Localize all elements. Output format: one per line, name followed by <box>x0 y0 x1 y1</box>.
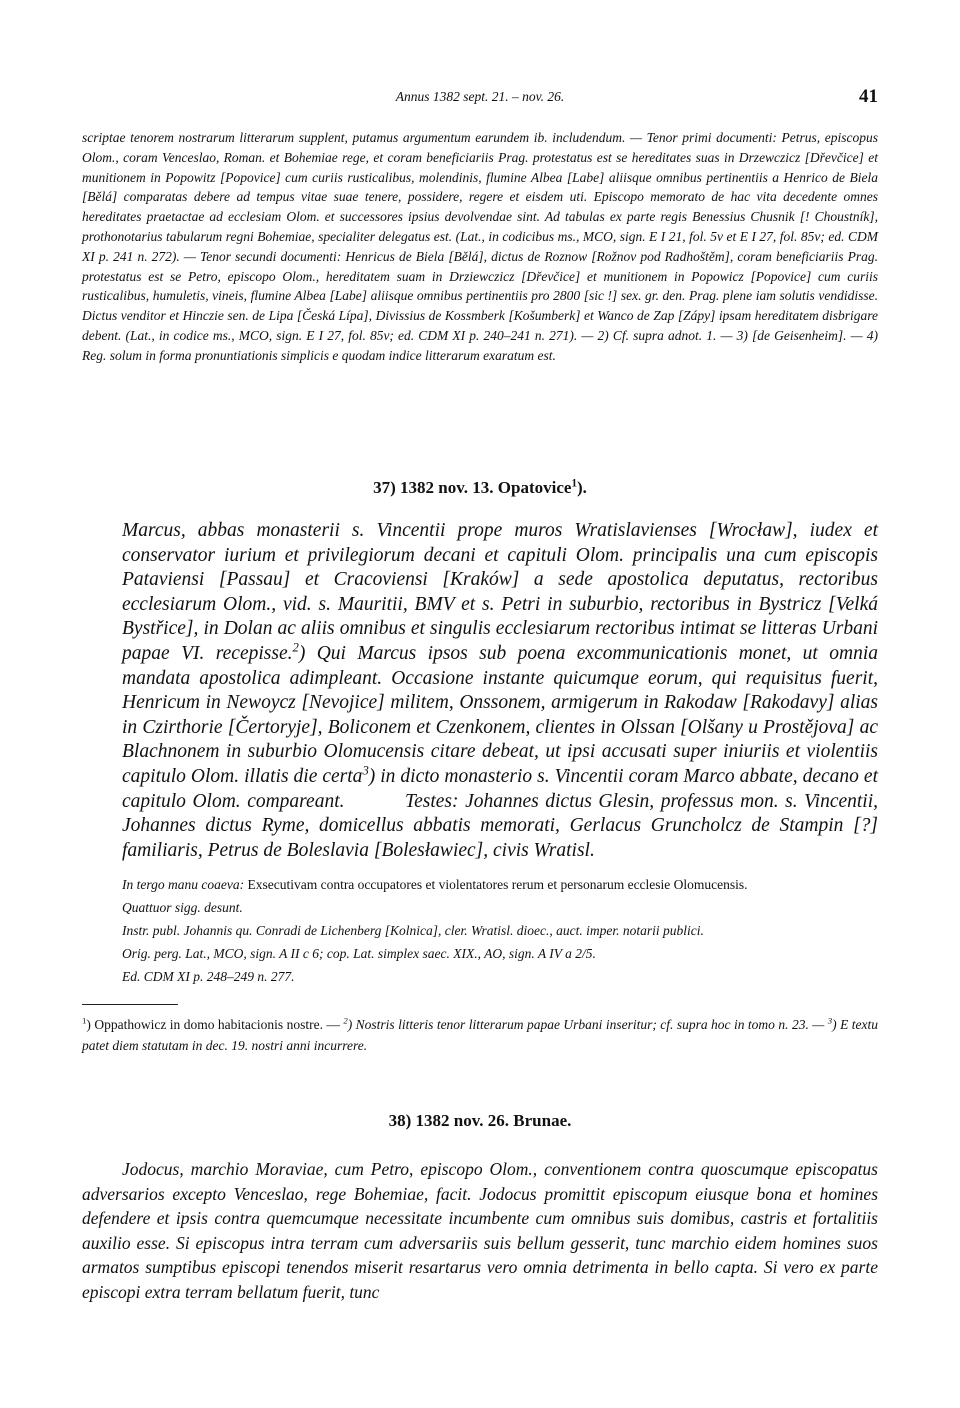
fn1-mark: 1 <box>82 1015 87 1026</box>
dorsal-text: Exsecutivam contra occupatores et violentatores rerum et personarum ecclesie Olomucensis. <box>244 877 748 892</box>
place-suffix: ). <box>576 478 587 497</box>
regest-part-a: Marcus, abbas monasterii s. Vincentii prope muros Wratislavienses [Wrocław], iudex et conservator iurium et privilegiorum decani et capituli Olom. principalis una cum episcopis Pataviensi [Passau] et Cracoviensi [Kraków] a sede apostolica deputatus, rectoribus ecclesiarum Olom., vid. s. Mauritii, BMV et s. Petri in suburbio, rectoribus in Bystricz [Velká Bystřice], in Dolan ac aliis omnibus et singulis ecclesiarum rectoribus intimat se litteras Urbani papae VI. recepisse. <box>122 520 878 664</box>
footnotes-37 <box>82 1014 878 1056</box>
regest-38: Jodocus, marchio Moraviae, cum Petro, episcopo Olom., conventionem contra quoscumque episcopatus adversarios excepto Venceslao, rege Bohemiae, facit. Jodocus promittit episcopum eiusque bona et homines defendere et ipsis contra quemcumque necessitate incumbente cum omnibus suis domibus, castris et fortalitiis auxilio esse. Si episcopus intra terram cum adversariis suis bellum gesserit, tunc marchio eidem homines suos armatos sumptibus episcopi tenendos miserit resartarus vero omnia detrimenta in bello capta. Si vero ex parte episcopi extra terram bellatum fuerit, tunc <box>82 1159 878 1302</box>
footnote-ref-1: 1 <box>571 477 577 490</box>
document-heading-38 <box>82 1111 878 1131</box>
document-heading-37 <box>82 478 878 498</box>
apparatus-37 <box>122 873 878 988</box>
document-date: 1382 nov. 26. <box>415 1111 510 1130</box>
footnote-ref-2: 2 <box>292 640 299 655</box>
fn3-mark: 3 <box>827 1015 833 1026</box>
fn2-text: ) Nostris litteris tenor litterarum papae Urbani inseritur; cf. supra hoc in tomo n. 23. — <box>347 1017 828 1032</box>
regest-part-c: ) in dicto monasterio s. Vincentii coram Marco abbate, decano et capitulo Olom. compareant. <box>122 765 878 812</box>
document-page <box>82 0 878 1408</box>
edition-note: Ed. CDM XI p. 248–249 n. 277. <box>122 969 295 984</box>
page-number: 41 <box>859 86 878 107</box>
footnote-rule <box>82 1004 178 1005</box>
fn1-text: ) Oppathowicz in domo habitacionis nostre. — <box>86 1017 344 1032</box>
fn2-mark: 2 <box>343 1015 348 1026</box>
footnote-ref-3: 3 <box>362 763 369 778</box>
regest-37 <box>122 519 878 863</box>
document-place: Brunae. <box>513 1111 572 1130</box>
testes-label: Testes: <box>405 790 459 812</box>
regest-part-b: ) Qui Marcus ipsos sub poena excommunicationis monet, ut omnia mandata apostolica adimpleant. Occasione instante quicumque eorum, qui requisitus fuerit, Henricum in Newoycz [Nevojice] militem, Onssonem, armigerum in Rakodaw [Rakodavy] alias in Czirthorie [Čertoryje], Boliconem et Czenkonem, clientes in Olssan [Olšany u Prostějova] ac Blachnonem in suburbio Olomucensis citare debeat, ut ipsi accusati super iniuriis et violentiis capitulo Olom. illatis die certa <box>122 642 878 787</box>
running-header <box>82 86 878 110</box>
dorsal-note <box>122 873 878 896</box>
original-note: Orig. perg. Lat., MCO, sign. A II c 6; cop. Lat. simplex saec. XIX., AO, sign. A IV a 2/5. <box>122 946 596 961</box>
document-date: 1382 nov. 13. <box>400 478 494 497</box>
seals-note: Quattuor sigg. desunt. <box>122 900 243 915</box>
dorsal-label: In tergo manu coaeva: <box>122 877 245 892</box>
document-number: 38) <box>388 1111 412 1130</box>
continued-notes: scriptae tenorem nostrarum litterarum supplent, putamus argumentum earundem ib. includendum. — Tenor primi documenti: Petrus, episcopus Olom., coram Venceslao, Roman. et Bohemiae rege, et coram beneficiariis Prag. protestatus est se hereditates suas in Drzewczicz [Dřevčice] et munitionem in Popowitz [Popovice] cum curiis rusticalibus, molendinis, flumine Albea [Labe] aliisque omnibus pertinentiis a Henrico de Biela [Bělá] comparatas debere ad tempus vitae suae tenere, possidere, regere et eisdem uti. Episcopo memorato de hac vita decedente omnes hereditates praetactae ad ecclesiam Olom. et successores ipsius devolvendae sint. Ad tabulas ex parte regis Benessius Chusnik [! Choustník], prothonotarius tabularum regni Bohemiae, specialiter delegatus est. (Lat., in codicibus ms., MCO, sign. E I 21, fol. 5v et E I 27, fol. 85v; ed. CDM XI p. 241 n. 272). — Tenor secundi documenti: Henricus de Biela [Bělá], dictus de Roznow [Rožnov pod Radhoštěm], coram beneficiariis Prag. protestatus est se Petro, episcopo Olom., hereditatem suam in Drziewczicz [Dřevčice] et munitionem in Popowicz [Popovice] cum curiis rusticalibus, humuletis, vineis, flumine Albea [Labe] aliisque omnibus pertinentiis pro 2800 [sic !] sex. gr. den. Prag. plene iam solutis vendidisse. Dictus venditor et Hinczie sen. de Lipa [Česká Lípa], Divissius de Kossmberk [Košumberk] et Wanco de Zap [Zápy] ipsam hereditatem disbrigare debent. (Lat., in codice ms., MCO, sign. E I 27, fol. 85v; ed. CDM XI p. 240–241 n. 271). — 2) Cf. supra adnot. 1. — 3) [de Geisenheim]. — 4) Reg. solum in forma pronuntiationis simplicis e quodam indice litterarum exaratum est. <box>82 130 878 363</box>
document-place: Opatovice <box>497 478 572 497</box>
running-title: Annus 1382 sept. 21. – nov. 26. <box>395 89 565 104</box>
instrument-note: Instr. publ. Johannis qu. Conradi de Lichenberg [Kolnica], cler. Wratisl. dioec., auct. imper. notarii publici. <box>122 923 704 938</box>
regest-part-d: Johannes dictus Glesin, professus mon. s. Vincentii, Johannes dictus Ryme, domicellus abbatis memorati, Gerlacus Gruncholcz de Stampin [?] familiaris, Petrus de Boleslavia [Bolesławiec], civis Wratisl. <box>122 790 879 861</box>
document-number: 37) <box>373 478 396 497</box>
fn3-text: ) E textu patet diem statutam in dec. 19. nostri anni incurrere. <box>82 1017 878 1053</box>
